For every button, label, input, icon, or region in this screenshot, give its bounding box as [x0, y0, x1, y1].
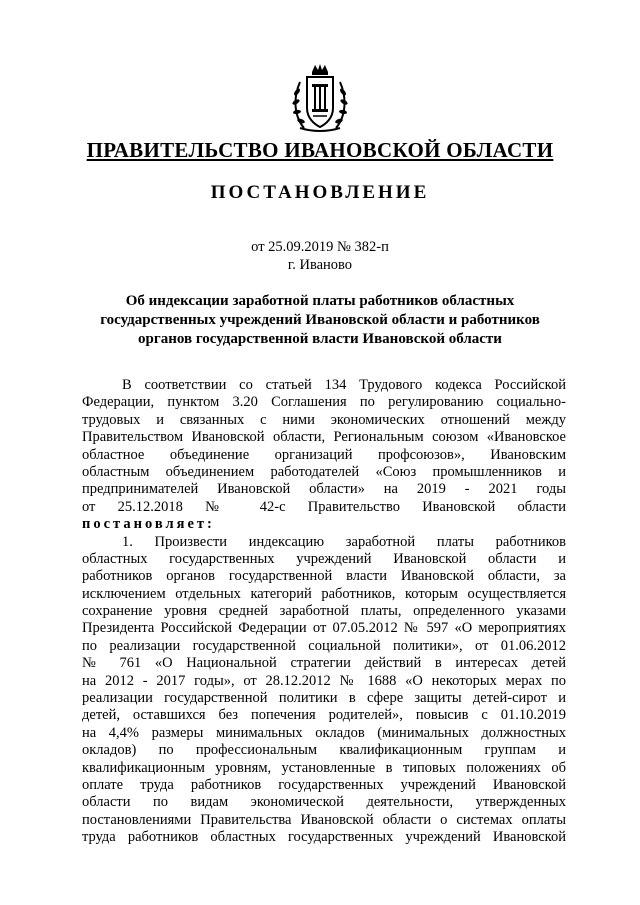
- resolve-word: постановляет:: [82, 516, 215, 533]
- document-subject: [80, 292, 560, 349]
- body-line: оплате труда работников государственных учреждений Ивановской: [82, 776, 566, 793]
- date-number: от 25.09.2019 № 382-п: [251, 239, 389, 255]
- subject-line: государственных учреждений Ивановской области и работников: [100, 312, 540, 328]
- body-line: областное объединение организаций профсоюзов», Ивановским: [82, 446, 566, 463]
- body-line: Федерации, пунктом 3.20 Соглашения по регулированию социально-: [82, 394, 566, 411]
- body-line: постановлениями Правительства Ивановской области о системах оплаты: [82, 811, 566, 828]
- body-line: области по видам экономической деятельности, утвержденных: [82, 794, 566, 811]
- body-line: исключением отдельных категорий работников, которым осуществляется: [82, 585, 566, 602]
- body-line: Президента Российской Федерации от 07.05.2012 № 597 «О мероприятиях: [82, 620, 566, 637]
- body-line: квалификационным уровням, установленные в типовых положениях об: [82, 759, 566, 776]
- city: г. Иваново: [287, 257, 353, 273]
- subject-line: Об индексации заработной платы работников областных: [125, 293, 515, 309]
- body-line: Правительством Ивановской области, Региональным союзом «Ивановское: [82, 429, 566, 446]
- body-line: на 4,4% размеры минимальных окладов (минимальных должностных: [82, 724, 566, 741]
- subject-line: органов государственной власти Ивановской области: [138, 331, 502, 347]
- body-line: предпринимателей Ивановской области» на 2019 - 2021 годы: [82, 481, 566, 498]
- document-body: [82, 377, 566, 847]
- body-line: областным объединением работодателей «Союз промышленников и: [82, 463, 566, 480]
- body-line: В соответствии со статьей 134 Трудового кодекса Российской: [122, 377, 566, 393]
- body-line: от 25.12.2018 № 42-с Правительство Ивановской области: [82, 498, 566, 515]
- document-type: ПОСТАНОВЛЕНИЕ: [210, 182, 430, 203]
- body-line: по реализации государственной социальной политики», от 01.06.2012: [82, 637, 566, 654]
- body-line: сохранение уровня средней заработной платы, определенного указами: [82, 603, 566, 620]
- body-line: областных государственных учреждений Ивановской области и: [82, 550, 566, 567]
- body-line: окладов) по профессиональным квалификационным группам и: [82, 742, 566, 759]
- body-line: реализации государственной политики в сфере защиты детей-сирот и: [82, 690, 566, 707]
- body-line: работников органов государственной власти Ивановской области, за: [82, 568, 566, 585]
- body-line: трудовых и связанных с ними экономических отношений между: [82, 411, 566, 428]
- body-line: № 761 «О Национальной стратегии действий в интересах детей: [82, 655, 566, 672]
- body-line: 1. Произвести индексацию заработной платы работников: [122, 533, 566, 550]
- document-meta: [0, 238, 640, 274]
- body-line: на 2012 - 2017 годы», от 28.12.2012 № 1688 «О некоторых мерах по: [82, 672, 566, 689]
- body-line: труда работников областных государственных учреждений Ивановской: [82, 829, 566, 846]
- body-line: детей, оставшихся без попечения родителей», повысив с 01.10.2019: [82, 707, 566, 724]
- government-title: ПРАВИТЕЛЬСТВО ИВАНОВСКОЙ ОБЛАСТИ: [86, 138, 554, 162]
- coat-of-arms-icon: [290, 62, 350, 134]
